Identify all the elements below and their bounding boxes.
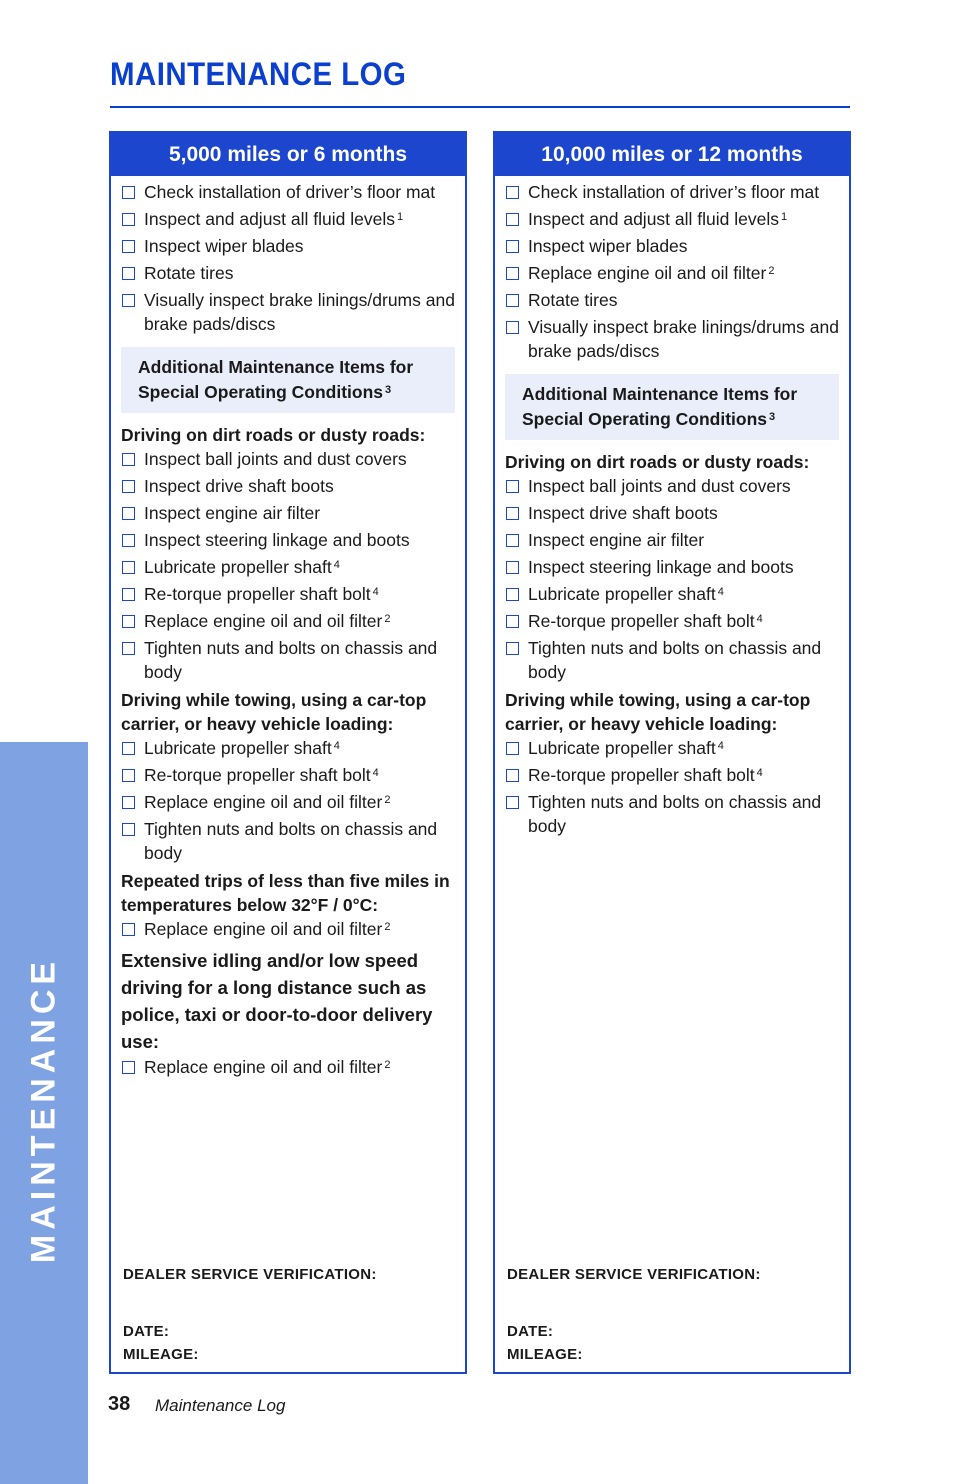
footnote-marker: 4 bbox=[756, 767, 763, 779]
dealer-verification-label: DEALER SERVICE VERIFICATION: bbox=[507, 1266, 761, 1283]
checkbox[interactable] bbox=[506, 796, 519, 809]
checklist-item-text: Inspect drive shaft boots bbox=[528, 503, 718, 523]
checklist-item-text: Replace engine oil and oil filter bbox=[144, 919, 383, 939]
checkbox[interactable] bbox=[506, 240, 519, 253]
checklist-item bbox=[505, 736, 839, 760]
condition-heading: Repeated trips of less than five miles in temperatures below 32°F / 0°C: bbox=[121, 871, 450, 915]
checklist-item bbox=[121, 207, 455, 231]
footnote-marker: 3 bbox=[769, 411, 776, 423]
checklist-item-text: Lubricate propeller shaft bbox=[144, 738, 332, 758]
checkbox[interactable] bbox=[122, 1061, 135, 1074]
footnote-marker: 2 bbox=[384, 1059, 391, 1071]
checklist-item-text: Tighten nuts and bolts on chassis and body bbox=[528, 638, 822, 682]
checklist-item-text: Tighten nuts and bolts on chassis and body bbox=[144, 638, 438, 682]
checklist-item-text: Inspect wiper blades bbox=[528, 236, 688, 256]
condition-heading: Driving on dirt roads or dusty roads: bbox=[121, 425, 426, 445]
checklist-item bbox=[121, 636, 455, 684]
checkbox[interactable] bbox=[506, 615, 519, 628]
checklist-item-text: Visually inspect brake linings/drums and brake pads/discs bbox=[144, 290, 455, 334]
checklist-item bbox=[505, 180, 839, 204]
checkbox[interactable] bbox=[122, 588, 135, 601]
checklist-item bbox=[505, 636, 839, 684]
checkbox[interactable] bbox=[506, 561, 519, 574]
column-header: 5,000 miles or 6 months bbox=[111, 133, 465, 176]
checklist-item-text: Check installation of driver’s floor mat bbox=[144, 182, 436, 202]
checklist-item bbox=[505, 288, 839, 312]
checklist-item bbox=[121, 555, 455, 579]
additional-maintenance-heading-text: Additional Maintenance Items for Special Operating Conditions bbox=[522, 384, 798, 429]
footnote-marker: 4 bbox=[372, 767, 379, 779]
footnote-marker: 1 bbox=[780, 211, 788, 223]
mileage-label: MILEAGE: bbox=[507, 1346, 583, 1363]
checklist-item-text: Inspect steering linkage and boots bbox=[144, 530, 410, 550]
checklist-item-text: Inspect ball joints and dust covers bbox=[144, 449, 407, 469]
dealer-verification-label: DEALER SERVICE VERIFICATION: bbox=[123, 1266, 377, 1283]
checklist-item bbox=[505, 501, 839, 525]
checkbox[interactable] bbox=[506, 769, 519, 782]
checklist-item bbox=[505, 234, 839, 258]
checkbox[interactable] bbox=[506, 742, 519, 755]
checklist-item-text: Replace engine oil and oil filter bbox=[144, 1057, 383, 1077]
condition-heading: Driving on dirt roads or dusty roads: bbox=[505, 452, 810, 472]
footnote-marker: 4 bbox=[717, 586, 724, 598]
checklist-item bbox=[121, 180, 455, 204]
checklist-item bbox=[505, 555, 839, 579]
checkbox[interactable] bbox=[122, 796, 135, 809]
date-label: DATE: bbox=[507, 1323, 554, 1340]
section-side-tab-label: MAINTENANCE bbox=[24, 956, 63, 1264]
checkbox[interactable] bbox=[506, 507, 519, 520]
footnote-marker: 4 bbox=[756, 613, 763, 625]
footnote-marker: 2 bbox=[384, 613, 391, 625]
checkbox[interactable] bbox=[122, 561, 135, 574]
footnote-marker: 2 bbox=[768, 265, 775, 277]
footnote-marker: 2 bbox=[384, 794, 391, 806]
footnote-marker: 2 bbox=[384, 921, 391, 933]
checkbox[interactable] bbox=[122, 742, 135, 755]
checklist-item-text: Re-torque propeller shaft bolt bbox=[528, 611, 755, 631]
checklist-item-text: Re-torque propeller shaft bolt bbox=[144, 765, 371, 785]
checklist-item bbox=[505, 763, 839, 787]
checklist-item-text: Re-torque propeller shaft bolt bbox=[528, 765, 755, 785]
checkbox[interactable] bbox=[506, 213, 519, 226]
checklist-item bbox=[505, 207, 839, 231]
checklist-item bbox=[121, 609, 455, 633]
checklist-item-text: Inspect wiper blades bbox=[144, 236, 304, 256]
checkbox[interactable] bbox=[506, 294, 519, 307]
checklist-item bbox=[121, 817, 455, 865]
checkbox[interactable] bbox=[506, 588, 519, 601]
maintenance-column-10000 bbox=[493, 131, 851, 1374]
additional-maintenance-heading bbox=[505, 374, 839, 440]
checklist-item-text: Rotate tires bbox=[144, 263, 234, 283]
condition-heading: Driving while towing, using a car-top carrier, or heavy vehicle loading: bbox=[505, 690, 811, 734]
checklist-item bbox=[121, 917, 455, 941]
checklist-item bbox=[121, 288, 455, 336]
checklist-item bbox=[505, 315, 839, 363]
page-number: 38 bbox=[108, 1393, 131, 1415]
checkbox[interactable] bbox=[122, 923, 135, 936]
checklist-item bbox=[121, 736, 455, 760]
checklist-item bbox=[121, 528, 455, 552]
checklist-item-text: Visually inspect brake linings/drums and brake pads/discs bbox=[528, 317, 839, 361]
checkbox[interactable] bbox=[122, 240, 135, 253]
checkbox[interactable] bbox=[122, 823, 135, 836]
checklist-item-text: Inspect steering linkage and boots bbox=[528, 557, 794, 577]
checklist-item bbox=[121, 1055, 455, 1079]
column-body bbox=[495, 176, 849, 838]
checklist-item-text: Lubricate propeller shaft bbox=[144, 557, 332, 577]
checklist-item-text: Inspect drive shaft boots bbox=[144, 476, 334, 496]
checklist-item-text: Inspect engine air filter bbox=[528, 530, 705, 550]
checklist-item-text: Replace engine oil and oil filter bbox=[528, 263, 767, 283]
additional-maintenance-heading bbox=[121, 347, 455, 413]
checklist-item bbox=[121, 501, 455, 525]
title-divider bbox=[110, 106, 850, 108]
checklist-item bbox=[505, 582, 839, 606]
checklist-item bbox=[505, 790, 839, 838]
checklist-item-text: Inspect and adjust all fluid levels bbox=[528, 209, 779, 229]
checklist-item-text: Inspect ball joints and dust covers bbox=[528, 476, 791, 496]
checklist-item-text: Check installation of driver’s floor mat bbox=[528, 182, 820, 202]
footnote-marker: 4 bbox=[717, 740, 724, 752]
checkbox[interactable] bbox=[506, 186, 519, 199]
checkbox[interactable] bbox=[506, 267, 519, 280]
checklist-item-text: Replace engine oil and oil filter bbox=[144, 611, 383, 631]
checkbox[interactable] bbox=[122, 642, 135, 655]
footer-section-name: Maintenance Log bbox=[155, 1396, 286, 1415]
checkbox[interactable] bbox=[122, 615, 135, 628]
footnote-marker: 3 bbox=[385, 384, 392, 396]
condition-heading: Extensive idling and/or low speed driving for a long distance such as police, taxi or door-to-door delivery use: bbox=[121, 950, 433, 1052]
checklist-item-text: Rotate tires bbox=[528, 290, 618, 310]
page-title: MAINTENANCE LOG bbox=[110, 56, 407, 92]
checkbox[interactable] bbox=[122, 534, 135, 547]
checklist-item bbox=[505, 261, 839, 285]
date-label: DATE: bbox=[123, 1323, 170, 1340]
checklist-item-text: Lubricate propeller shaft bbox=[528, 584, 716, 604]
checklist-item bbox=[121, 234, 455, 258]
additional-maintenance-heading-text: Additional Maintenance Items for Special Operating Conditions bbox=[138, 357, 414, 402]
column-body bbox=[111, 176, 465, 1079]
column-header: 10,000 miles or 12 months bbox=[495, 133, 849, 176]
checklist-item-text: Re-torque propeller shaft bolt bbox=[144, 584, 371, 604]
footnote-marker: 4 bbox=[333, 559, 340, 571]
checklist-item-text: Tighten nuts and bolts on chassis and body bbox=[528, 792, 822, 836]
checklist-item bbox=[121, 447, 455, 471]
checklist-item bbox=[121, 582, 455, 606]
checklist-item-text: Inspect and adjust all fluid levels bbox=[144, 209, 395, 229]
checklist-item bbox=[121, 790, 455, 814]
checkbox[interactable] bbox=[506, 534, 519, 547]
checkbox[interactable] bbox=[506, 642, 519, 655]
footnote-marker: 4 bbox=[333, 740, 340, 752]
checkbox[interactable] bbox=[122, 294, 135, 307]
checkbox[interactable] bbox=[122, 267, 135, 280]
condition-heading: Driving while towing, using a car-top carrier, or heavy vehicle loading: bbox=[121, 690, 427, 734]
checklist-item-text: Tighten nuts and bolts on chassis and body bbox=[144, 819, 438, 863]
checkbox[interactable] bbox=[506, 321, 519, 334]
checklist-item-text: Lubricate propeller shaft bbox=[528, 738, 716, 758]
checklist-item bbox=[505, 528, 839, 552]
checkbox[interactable] bbox=[122, 453, 135, 466]
checklist-item bbox=[121, 261, 455, 285]
mileage-label: MILEAGE: bbox=[123, 1346, 199, 1363]
checklist-item bbox=[505, 474, 839, 498]
checkbox[interactable] bbox=[122, 769, 135, 782]
checkbox[interactable] bbox=[122, 507, 135, 520]
checkbox[interactable] bbox=[506, 480, 519, 493]
maintenance-column-5000 bbox=[109, 131, 467, 1374]
checklist-item bbox=[121, 763, 455, 787]
footnote-marker: 4 bbox=[372, 586, 379, 598]
checklist-item-text: Replace engine oil and oil filter bbox=[144, 792, 383, 812]
checklist-item bbox=[121, 474, 455, 498]
footnote-marker: 1 bbox=[396, 211, 404, 223]
checkbox[interactable] bbox=[122, 480, 135, 493]
checkbox[interactable] bbox=[122, 186, 135, 199]
checklist-item-text: Inspect engine air filter bbox=[144, 503, 321, 523]
checkbox[interactable] bbox=[122, 213, 135, 226]
checklist-item bbox=[505, 609, 839, 633]
